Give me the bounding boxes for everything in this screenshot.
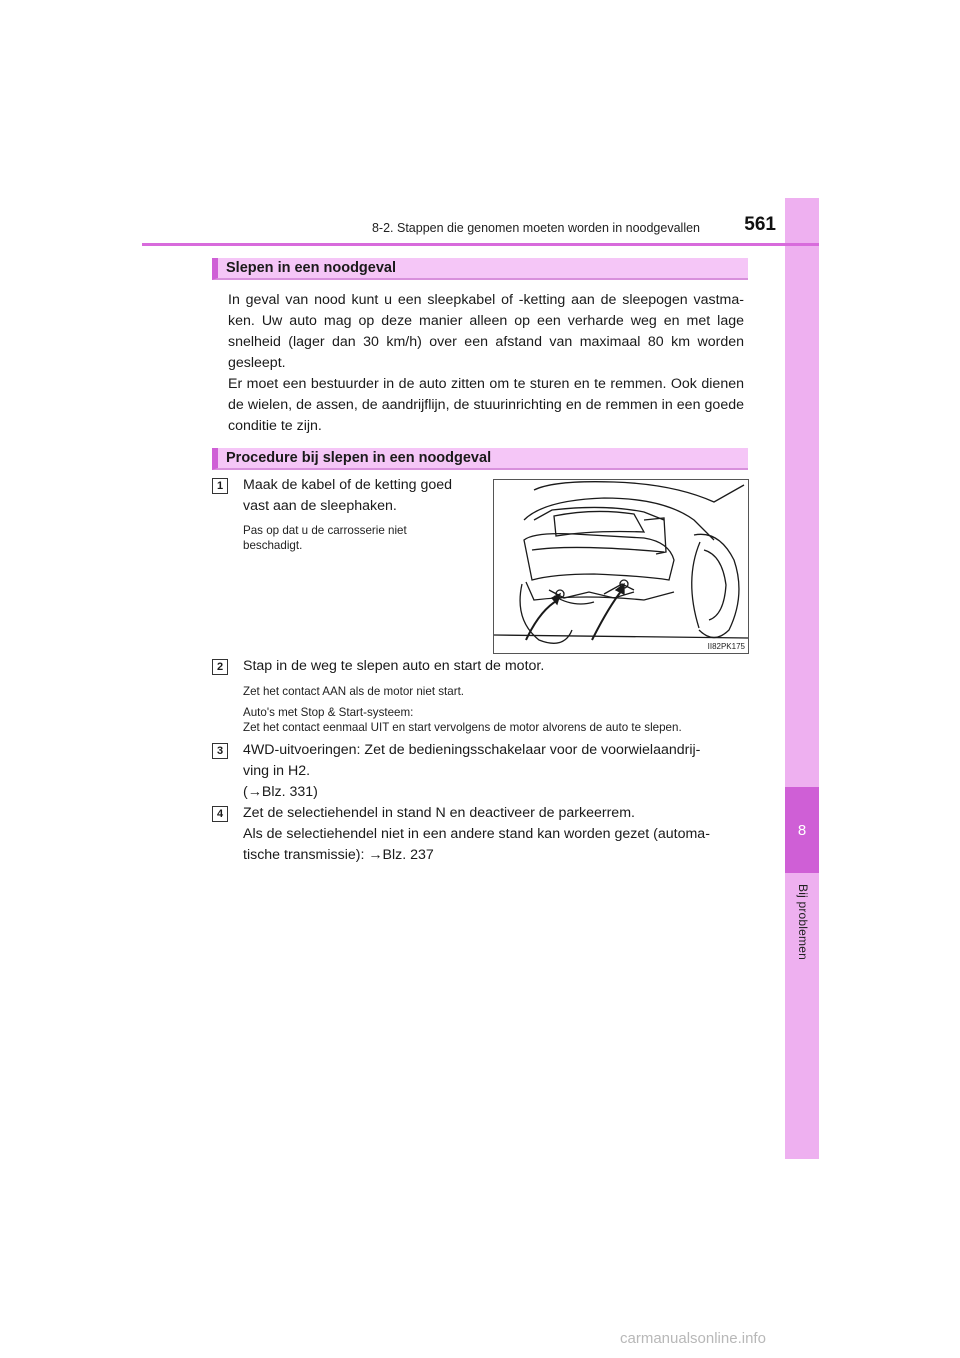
section-heading-towing-procedure: Procedure bij slepen in een noodgeval <box>212 448 748 470</box>
chapter-label-container <box>786 884 820 994</box>
step-number-4: 4 <box>212 806 228 822</box>
step-3-line-1: 4WD-uitvoeringen: Zet de bedieningsschakelaar voor de voorwielaandrij- <box>243 742 701 758</box>
step-1-note-line-2: beschadigt. <box>243 539 303 552</box>
vehicle-rear-drawing <box>494 480 749 654</box>
step-2-line-1: Stap in de weg te slepen auto en start de motor. <box>243 658 545 674</box>
step-2-note-3: Zet het contact eenmaal UIT en start vervolgens de motor alvorens de auto te slepen. <box>243 721 682 734</box>
chapter-side-tab <box>785 198 819 1159</box>
step-2-note-2: Auto's met Stop & Start-systeem: <box>243 706 414 719</box>
step-1-note-line-1: Pas op dat u de carrosserie niet <box>243 524 407 537</box>
page-number: 561 <box>744 214 776 235</box>
step-4-line-1: Zet de selectiehendel in stand N en deactiveer de parkeerrem. <box>243 805 635 821</box>
towing-hook-illustration <box>493 479 749 654</box>
step-4-line-3: tische transmissie): →Blz. 237 <box>243 847 434 863</box>
step-number-3: 3 <box>212 743 228 759</box>
step-3-page-ref: (→Blz. 331) <box>243 784 318 800</box>
step-1-line-2: vast aan de sleephaken. <box>243 498 397 514</box>
section-heading-emergency-towing: Slepen in een noodgeval <box>212 258 748 280</box>
chapter-label: Bij problemen <box>796 884 810 960</box>
paragraph-towing-conditions: In geval van nood kunt u een sleepkabel of -ketting aan de sleepogen vastma-ken. Uw auto mag op deze manier alleen op een verharde weg en met lage snelheid (lager dan 30 km/h) over een afstand van maximaal 80 km worden gesleept. <box>228 292 744 371</box>
header-divider <box>142 243 819 246</box>
watermark: carmanualsonline.info <box>620 1330 766 1347</box>
step-4-line-2: Als de selectiehendel niet in een andere stand kan worden gezet (automa- <box>243 826 710 842</box>
step-number-2: 2 <box>212 659 228 675</box>
header-section-title: 8-2. Stappen die genomen moeten worden in noodgevallen <box>371 221 700 235</box>
step-3-line-2: ving in H2. <box>243 763 311 779</box>
figure-code: II82PK175 <box>707 642 745 651</box>
step-1-line-1: Maak de kabel of de ketting goed <box>243 477 453 493</box>
step-2-note-1: Zet het contact AAN als de motor niet start. <box>243 685 465 698</box>
chapter-number: 8 <box>785 787 819 873</box>
paragraph-driver-requirements: Er moet een bestuurder in de auto zitten om te sturen en te remmen. Ook dienen de wielen, de assen, de aandrijflijn, de stuurinrichting en de remmen in een goede conditie te zijn. <box>228 376 744 434</box>
step-number-1: 1 <box>212 478 228 494</box>
